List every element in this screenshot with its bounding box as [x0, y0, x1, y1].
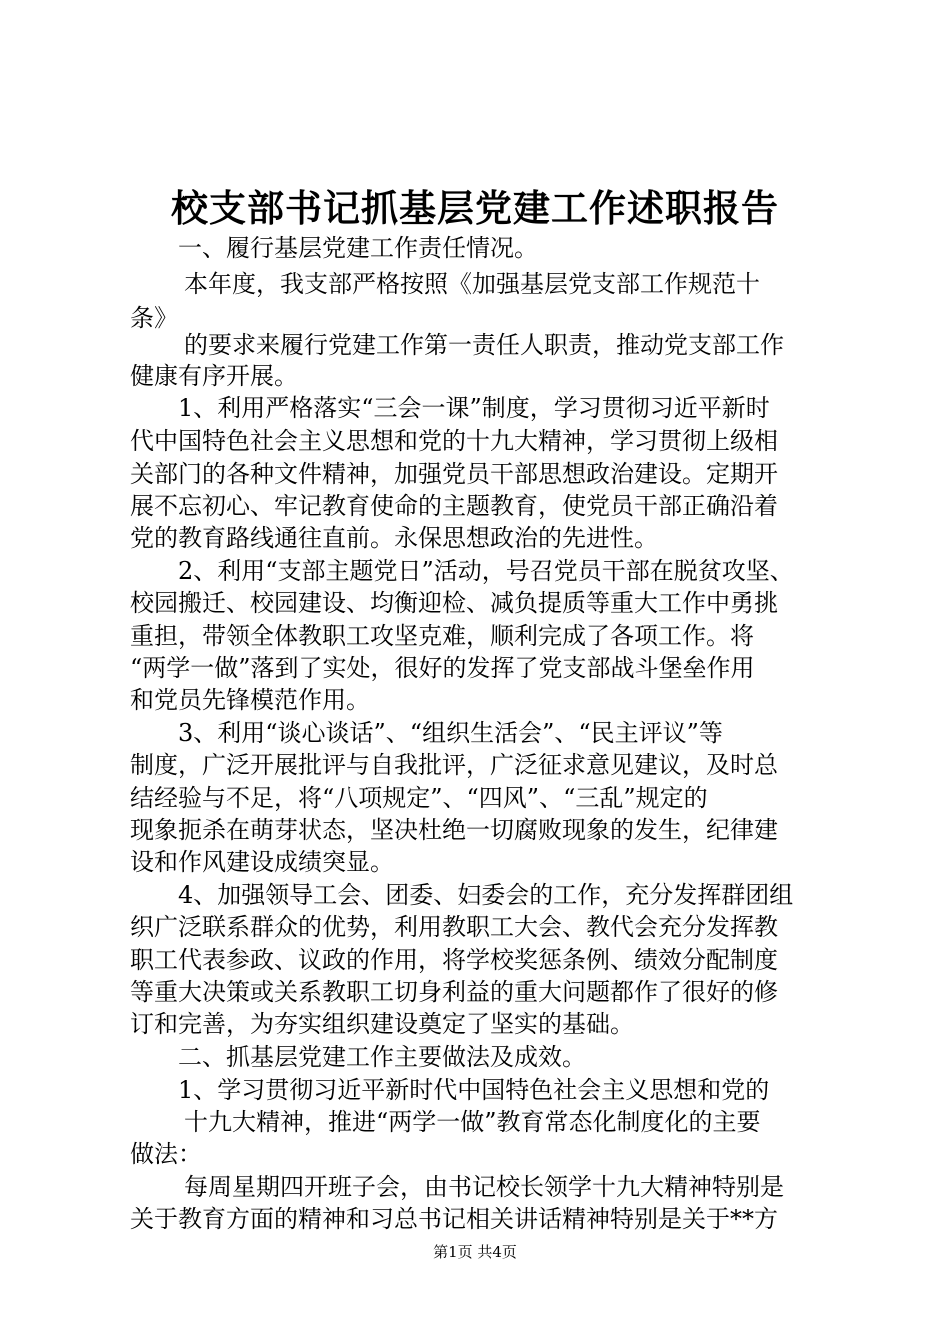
- paragraph-line: 订和完善，为夯实组织建设奠定了坚实的基础。: [130, 1010, 634, 1038]
- paragraph-line: 4、加强领导工会、团委、妇委会的工作，充分发挥群团组: [178, 881, 794, 909]
- paragraph-line: 和党员先锋模范作用。: [130, 686, 370, 714]
- paragraph-line: 制度，广泛开展批评与自我批评，广泛征求意见建议，及时总: [130, 751, 778, 779]
- paragraph-line: 1、学习贯彻习近平新时代中国特色社会主义思想和党的: [178, 1076, 770, 1104]
- paragraph-line: 重担，带领全体教职工攻坚克难，顺利完成了各项工作。将: [130, 622, 754, 650]
- paragraph-line: 做法：: [130, 1140, 202, 1168]
- paragraph-line: 每周星期四开班子会，由书记校长领学十九大精神特别是: [184, 1173, 784, 1201]
- paragraph-line: 代中国特色社会主义思想和党的十九大精神，学习贯彻上级相: [130, 427, 778, 455]
- paragraph-line: 结经验与不足，将“八项规定”、“四风”、“三乱”规定的: [130, 784, 708, 812]
- paragraph-line: 3、利用“谈心谈话”、“组织生活会”、“民主评议”等: [178, 719, 723, 747]
- paragraph-line: 十九大精神，推进“两学一做”教育常态化制度化的主要: [184, 1108, 761, 1136]
- paragraph-line: 职工代表参政、议政的作用，将学校奖惩条例、绩效分配制度: [130, 946, 778, 974]
- document-title: 校支部书记抓基层党建工作述职报告: [171, 187, 779, 230]
- paragraph-line: 1、利用严格落实“三会一课”制度，学习贯彻习近平新时: [178, 394, 770, 422]
- paragraph-line: 本年度，我支部严格按照《加强基层党支部工作规范十: [184, 270, 760, 298]
- paragraph-line: 党的教育路线通往直前。永保思想政治的先进性。: [130, 524, 658, 552]
- paragraph-line: 关于教育方面的精神和习总书记相关讲话精神特别是关于**方: [130, 1205, 778, 1233]
- paragraph-line: 2、利用“支部主题党日”活动，号召党员干部在脱贫攻坚、: [178, 557, 794, 585]
- paragraph-line: 条》: [130, 304, 178, 332]
- section-heading-2: 二、抓基层党建工作主要做法及成效。: [178, 1043, 586, 1071]
- paragraph-line: 现象扼杀在萌芽状态，坚决杜绝一切腐败现象的发生，纪律建: [130, 816, 778, 844]
- paragraph-line: 设和作风建设成绩突显。: [130, 848, 394, 876]
- paragraph-line: 校园搬迁、校园建设、均衡迎检、减负提质等重大工作中勇挑: [130, 589, 778, 617]
- section-heading-1: 一、履行基层党建工作责任情况。: [178, 234, 538, 262]
- paragraph-line: 关部门的各种文件精神，加强党员干部思想政治建设。定期开: [130, 460, 778, 488]
- paragraph-line: 的要求来履行党建工作第一责任人职责，推动党支部工作: [184, 331, 784, 359]
- paragraph-line: 等重大决策或关系教职工切身利益的重大问题都作了很好的修: [130, 978, 778, 1006]
- paragraph-line: 织广泛联系群众的优势，利用教职工大会、教代会充分发挥教: [130, 913, 778, 941]
- paragraph-line: 健康有序开展。: [130, 362, 298, 390]
- paragraph-line: “两学一做”落到了实处，很好的发挥了党支部战斗堡垒作用: [130, 654, 755, 682]
- page-number-footer: 第1页 共4页: [433, 1243, 517, 1261]
- paragraph-line: 展不忘初心、牢记教育使命的主题教育，使党员干部正确沿着: [130, 492, 778, 520]
